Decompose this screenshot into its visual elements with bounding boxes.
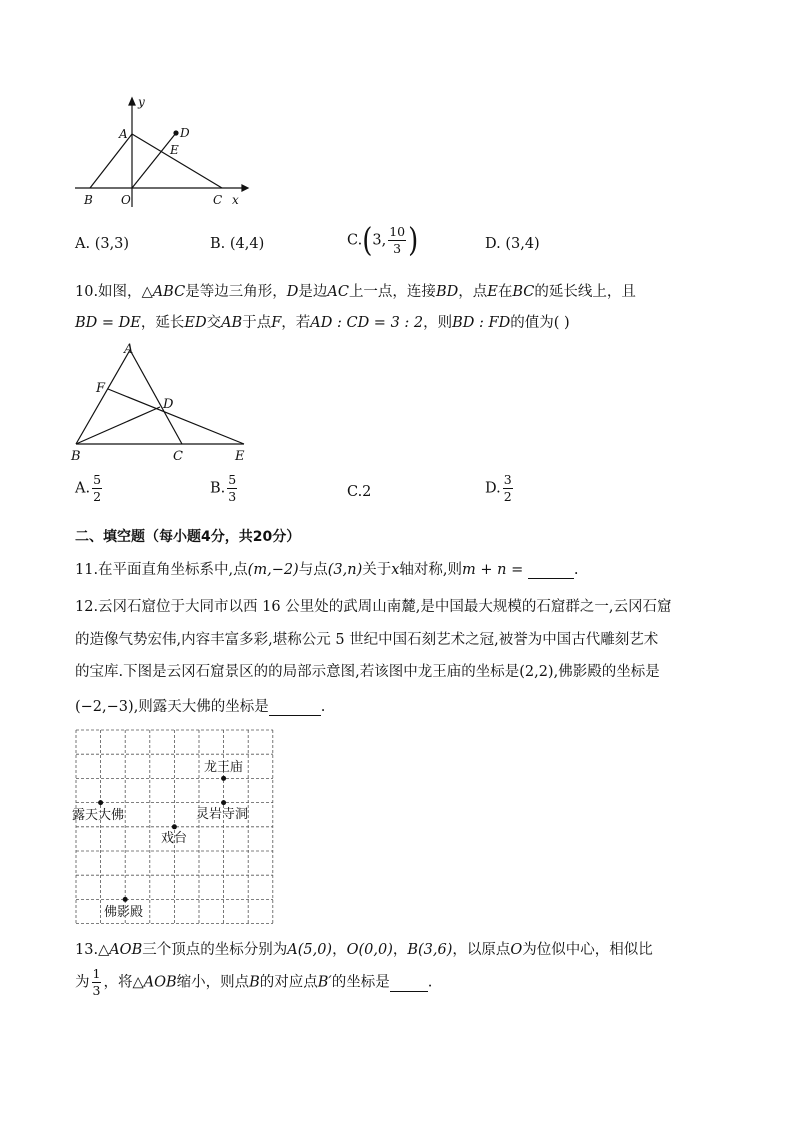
q12-line-1: 12.云冈石窟位于大同市以西 16 公里处的武周山南麓,是中国最大规模的石窟群之一,云冈石窟 bbox=[75, 599, 672, 615]
q10-option-d: D. $\frac{3}{2}$ bbox=[485, 472, 512, 504]
q11-answer-blank[interactable] bbox=[528, 562, 574, 579]
q9-option-b: B. (4,4) bbox=[210, 236, 265, 252]
q12-point-lutian bbox=[98, 800, 103, 805]
q9-option-c-x: 3, bbox=[372, 232, 387, 249]
q13-line-2: 为 $\frac{1}{3}$ ，将△AOB缩小，则点B的对应点B′的坐标是 . bbox=[75, 966, 433, 998]
q9-line-BA bbox=[90, 134, 132, 188]
q12-map bbox=[70, 726, 280, 928]
q12-line-2: 的造像气势宏伟,内容丰富多彩,堪称公元 5 世纪中国石刻艺术之冠,被誉为中国古代雕刻艺术 bbox=[75, 632, 659, 648]
q9-option-c-fraction: $\frac{10}{3}$ bbox=[389, 224, 406, 256]
q10-label-D: D bbox=[163, 397, 174, 412]
q9-label-E: E bbox=[170, 143, 179, 157]
q12-line-3: 的宝库.下图是云冈石窟景区的的局部示意图,若该图中龙王庙的坐标是(2,2),佛影殿的坐标是 bbox=[75, 664, 660, 680]
q9-label-A: A bbox=[119, 127, 128, 141]
q10-side-AC bbox=[130, 350, 182, 444]
q9-line-OD bbox=[132, 133, 176, 188]
section-2-title: 二、填空题（每小题4分，共20分） bbox=[75, 529, 301, 545]
q9-label-D: D bbox=[180, 126, 190, 140]
q10-label-B: B bbox=[71, 449, 81, 464]
q10-line-2: BD = DE，延长ED交AB于点F，若AD : CD = 3 : 2，则BD : FD的值为( ) bbox=[75, 315, 570, 331]
q9-label-O: O bbox=[121, 193, 131, 207]
q9-x-arrow bbox=[242, 185, 248, 191]
q9-label-C: C bbox=[213, 193, 223, 207]
q9-option-a: A. (3,3) bbox=[75, 236, 130, 252]
q9-option-d: D. (3,4) bbox=[485, 236, 540, 252]
q12-point-foying bbox=[123, 897, 128, 902]
q12-label-xitai: 戏台 bbox=[161, 831, 188, 846]
q10-side-AB bbox=[76, 350, 130, 444]
q12-label-longwang: 龙王庙 bbox=[204, 760, 244, 775]
q9-label-B: B bbox=[84, 193, 93, 207]
q12-line-4: (−2,−3),则露天大佛的坐标是 . bbox=[75, 699, 326, 715]
q10-label-E: E bbox=[235, 449, 245, 464]
q9-point-D bbox=[173, 130, 178, 135]
q10-label-F: F bbox=[96, 381, 106, 396]
q13-answer-blank[interactable] bbox=[390, 975, 428, 992]
q10-figure bbox=[68, 338, 258, 466]
q12-point-lingyan bbox=[221, 800, 226, 805]
q9-option-c: C.(3, $\frac{10}{3}$ ) bbox=[347, 221, 419, 260]
q10-line-FE bbox=[108, 389, 244, 444]
q13-ratio-fraction: $\frac{1}{3}$ bbox=[92, 966, 101, 998]
q13-line-1: 13.△AOB三个顶点的坐标分别为A(5,0)，O(0,0)，B(3,6)，以原点O为位似中心，相似比 bbox=[75, 942, 653, 958]
q12-label-lutian: 露天大佛 bbox=[72, 808, 125, 823]
q12-point-longwang bbox=[221, 776, 226, 781]
q10-label-A: A bbox=[124, 342, 134, 357]
q10-line-BD bbox=[76, 407, 160, 444]
q12-label-lingyan: 灵岩寺洞 bbox=[196, 807, 249, 822]
q9-y-arrow bbox=[129, 98, 135, 105]
q12-point-xitai bbox=[172, 824, 177, 829]
q12-answer-blank[interactable] bbox=[269, 699, 321, 716]
q9-option-c-label: C. bbox=[347, 232, 363, 249]
q10-option-b: B. $\frac{5}{3}$ bbox=[210, 472, 237, 504]
q12-label-foying: 佛影殿 bbox=[104, 905, 144, 920]
q10-option-a: A. $\frac{5}{2}$ bbox=[75, 472, 102, 504]
q9-label-x: x bbox=[232, 193, 239, 207]
q11-text: 11.在平面直角坐标系中,点(m,−2)与点(3,n)关于x轴对称,则m + n = . bbox=[75, 562, 579, 578]
q10-line-1: 10.如图，△ABC是等边三角形，D是边AC上一点，连接BD，点E在BC的延长线上，且 bbox=[75, 284, 636, 300]
q10-label-C: C bbox=[173, 449, 183, 464]
q9-figure bbox=[70, 95, 250, 210]
q10-option-c: C.2 bbox=[347, 484, 372, 500]
q9-label-y: y bbox=[138, 95, 145, 109]
